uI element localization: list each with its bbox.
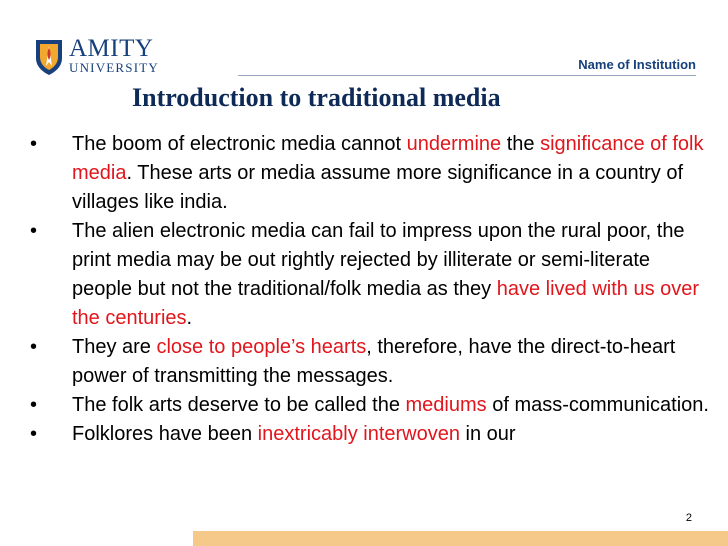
logo-wordmark [69, 37, 159, 75]
bullet-text: . These arts or media assume more significance in a country of villages like india. [72, 162, 684, 213]
bullet-text: The boom of electronic media cannot [72, 133, 407, 155]
bullet-item [30, 420, 710, 449]
bullet-text: Folklores have been [72, 423, 258, 445]
bullet-list [30, 130, 710, 449]
bullet-marker: • [30, 336, 38, 358]
bullet-text: The alien electronic media can fail to impress upon the rural poor, the print media may be out rightly rejected by illiterate or semi-literate people but not the traditional/folk media as they [72, 220, 685, 300]
bullet-marker: • [30, 133, 38, 155]
bullet-marker: • [30, 423, 38, 445]
amity-logo [34, 36, 159, 76]
highlighted-text: undermine [406, 133, 502, 155]
highlighted-text: mediums [405, 394, 487, 416]
bullet-text: They are [72, 336, 157, 358]
logo-brand-text: AMITY [69, 35, 154, 62]
header-divider [238, 75, 696, 76]
bullet-marker: • [30, 220, 38, 242]
bullet-marker: • [30, 394, 38, 416]
bullet-item [30, 217, 710, 333]
institution-name: Name of Institution [578, 57, 696, 72]
page-number: 2 [685, 512, 692, 524]
bullet-text: . [186, 307, 193, 329]
highlighted-text: inextricably interwoven [257, 423, 460, 445]
bullet-item [30, 333, 710, 391]
highlighted-text: have lived with us over the centuries [72, 278, 700, 329]
bullet-text: of mass-communication. [486, 394, 709, 416]
bullet-text: The folk arts deserve to be called the [72, 394, 406, 416]
bullet-item [30, 130, 710, 217]
bullet-text: in our [460, 423, 516, 445]
bullet-text: the [501, 133, 541, 155]
highlighted-text: significance of folk media [72, 133, 704, 184]
slide-title: Introduction to traditional media [132, 83, 501, 112]
bullet-text: , therefore, have the direct-to-heart power of transmitting the messages. [72, 336, 676, 387]
highlighted-text: close to people’s hearts [156, 336, 367, 358]
footer-bar [193, 531, 728, 546]
amity-emblem-icon [34, 36, 64, 76]
logo-sub-text: UNIVERSITY [69, 60, 159, 75]
bullet-item [30, 391, 710, 420]
